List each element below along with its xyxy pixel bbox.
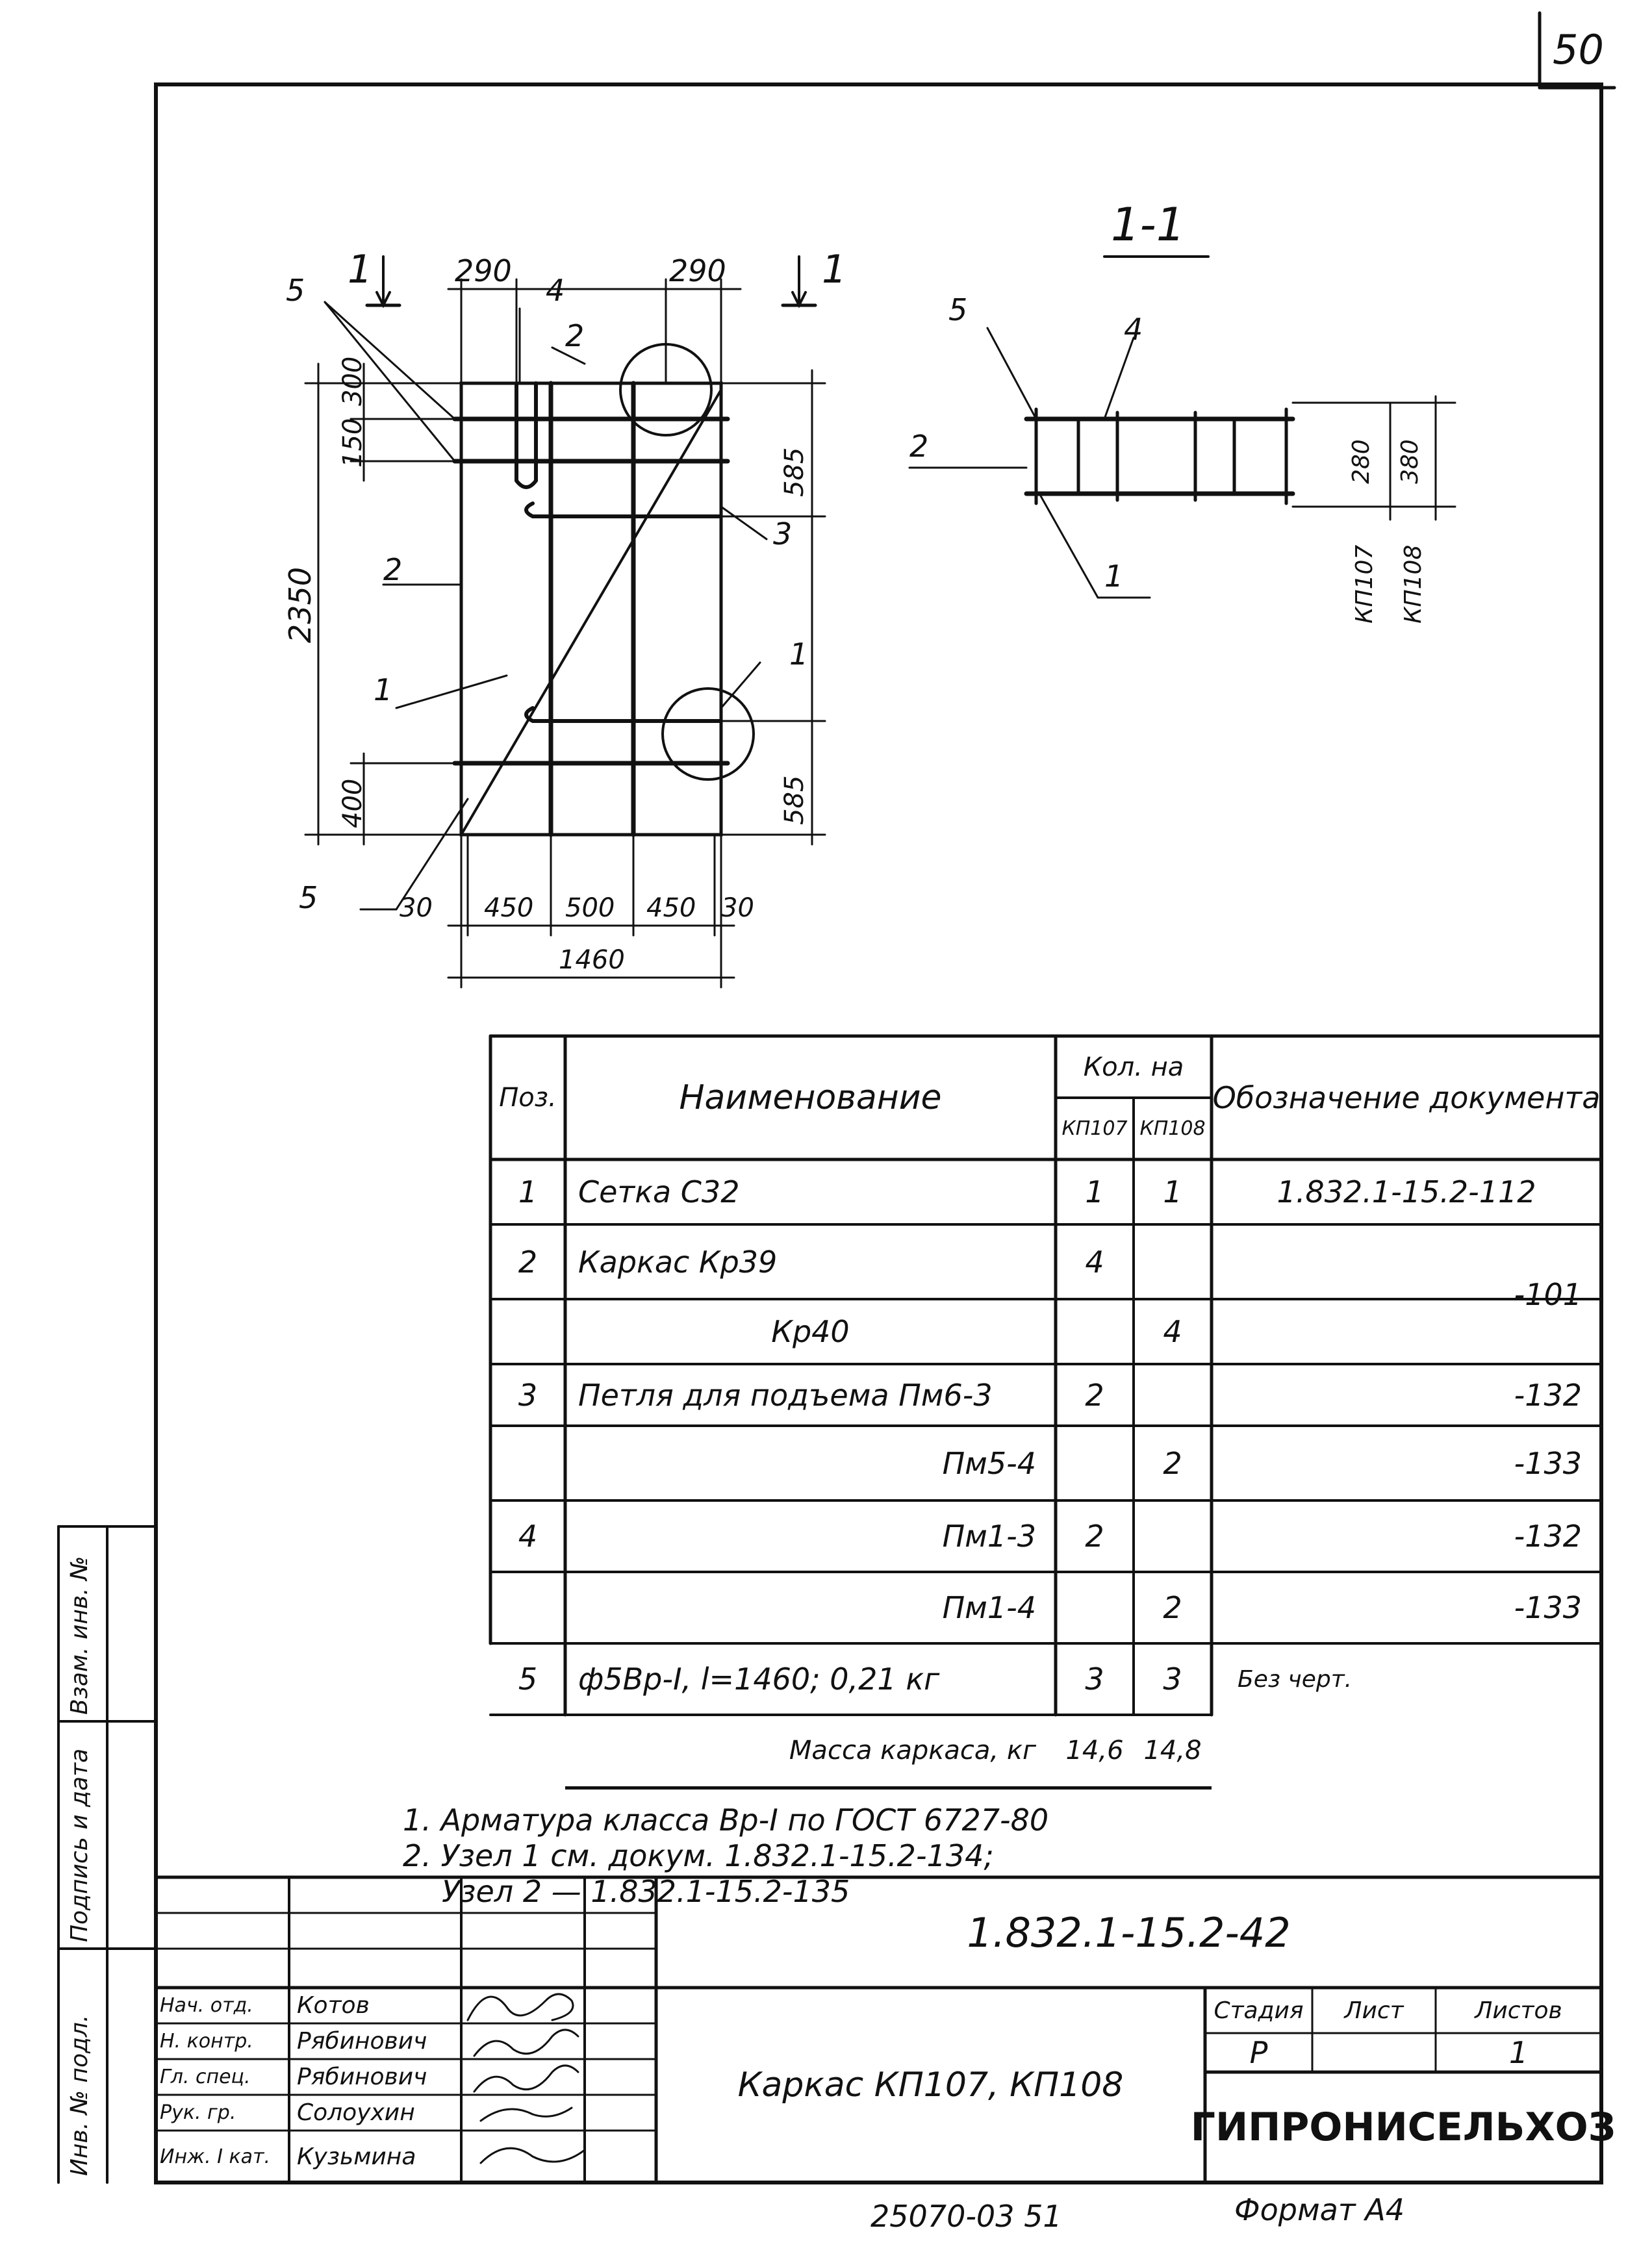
plan-callout-2b: 2 [383,552,403,587]
signer-3-name: Рябинович [297,2064,427,2090]
side-stamp-replace: Взам. инв. № [66,1556,93,1715]
spec-row-3-name: Кр40 [771,1314,850,1349]
note-3: Узел 2 — 1.832.1-15.2-135 [442,1874,850,1909]
spec-header-qty-kp107: КП107 [1061,1117,1128,1140]
spec-row-3-kp107 [1056,1299,1134,1364]
plan-callout-5a: 5 [286,273,305,308]
section-callout-5: 5 [948,292,968,327]
spec-row-7-kp107 [1056,1572,1134,1643]
format-label: Формат А4 [1234,2192,1404,2227]
sheet-label: Лист [1344,1997,1404,2024]
doc-code: 1.832.1-15.2-42 [967,1908,1291,1956]
spec-row-8-kp107: 3 [1085,1662,1104,1697]
side-stamp-inv: Инв. № подл. [66,2014,93,2176]
spec-row-2-pos: 2 [518,1244,538,1280]
section-mark-kp107: КП107 [1351,544,1378,624]
spec-row-1-kp107: 1 [1085,1174,1104,1209]
spec-row-5-pos [490,1426,565,1500]
spec-row-7-name: Пм1-4 [942,1590,1036,1625]
section-mark-kp108: КП108 [1400,544,1427,624]
page-number: 50 [1553,26,1604,73]
signer-3-role: Гл. спец. [160,2066,251,2088]
spec-row-4-name: Петля для подъема Пм6-3 [578,1377,993,1413]
spec-row-2-kp108 [1134,1224,1212,1299]
spec-row-4-doc: -132 [1514,1377,1582,1413]
note-1: 1. Арматура класса Вр-I по ГОСТ 6727-80 [403,1803,1049,1838]
plan-callout-1b: 1 [789,637,809,672]
signer-1-name: Котов [297,1992,370,2019]
plan-dim-bottom-450b: 450 [646,893,696,923]
cut-mark-left: 1 [348,247,373,292]
plan-callout-4: 4 [546,273,565,308]
plan-dim-right-bottom: 585 [780,775,809,825]
signatures [468,1994,585,2163]
plan-dim-left-400: 400 [338,778,368,828]
spec-row-6-kp108 [1134,1500,1212,1572]
spec-row-6-name: Пм1-3 [942,1519,1036,1554]
spec-row-6-pos: 4 [518,1519,538,1554]
spec-row-1-doc: 1.832.1-15.2-112 [1277,1174,1536,1209]
spec-row-6-doc: -132 [1514,1519,1582,1554]
stage-label: Стадия [1214,1997,1304,2024]
spec-row-8-pos: 5 [518,1662,538,1697]
spec-header-pos: Поз. [499,1083,557,1113]
plan-callout-2a: 2 [565,318,585,353]
sheets-label: Листов [1475,1997,1562,2024]
plan-dim-top-left: 290 [455,253,512,288]
section-label: 1-1 [1111,198,1186,251]
spec-row-7-kp108: 2 [1163,1590,1182,1625]
spec-row-3-kp108: 4 [1163,1314,1182,1349]
spec-row-5-kp107 [1056,1426,1134,1500]
note-2: 2. Узел 1 см. докум. 1.832.1-15.2-134; [403,1838,994,1873]
signer-4-role: Рук. гр. [160,2101,236,2124]
sheets-value: 1 [1508,2035,1529,2070]
spec-row-2-kp107: 4 [1085,1244,1104,1280]
plan-dim-left-150: 150 [338,418,368,468]
spec-row-4-kp107: 2 [1085,1377,1104,1413]
drawing-title: Каркас КП107, КП108 [737,2066,1124,2105]
spec-header-qty-kp108: КП108 [1139,1117,1206,1140]
plan-dim-top-right: 290 [669,253,726,288]
spec-header-name: Наименование [679,1078,942,1117]
plan-dim-bottom-30b: 30 [721,893,754,923]
spec-row-8-kp108: 3 [1163,1662,1182,1697]
plan-callout-3: 3 [773,516,793,551]
spec-row-4-pos: 3 [518,1377,538,1413]
spec-header-qty: Кол. на [1083,1052,1184,1082]
signer-2-name: Рябинович [297,2028,427,2055]
spec-header-doc: Обозначение документа [1212,1080,1601,1115]
plan-dim-bottom-500: 500 [565,893,615,923]
plan-dim-bottom-450a: 450 [484,893,534,923]
side-stamp-sign: Подпись и дата [66,1748,93,1942]
section-callout-2: 2 [909,429,929,464]
bottom-code: 25070-03 51 [870,2199,1062,2234]
section-dim-280: 280 [1348,439,1375,484]
plan-view [305,257,825,987]
spec-mass-kp107: 14,6 [1065,1736,1124,1765]
stage-value: Р [1249,2035,1268,2070]
plan-dim-right-top: 585 [780,447,809,497]
section-callout-4: 4 [1124,312,1143,347]
signer-5-role: Инж. I кат. [160,2145,271,2168]
plan-callout-1a: 1 [374,672,393,707]
spec-row-6-kp107: 2 [1085,1519,1104,1554]
spec-row-4-kp108 [1134,1364,1212,1426]
spec-row-8-doc: Без черт. [1238,1665,1353,1693]
spec-row-3-pos [490,1299,565,1364]
signer-5-name: Кузьмина [297,2143,416,2170]
section-callout-1: 1 [1104,559,1124,594]
plan-dim-left-300: 300 [338,356,368,406]
spec-row-5-doc: -133 [1514,1445,1582,1481]
spec-row-5-kp108: 2 [1163,1445,1182,1481]
spec-row-7-pos [490,1572,565,1643]
spec-row-1-name: Сетка С32 [578,1174,740,1209]
spec-row-1-kp108: 1 [1163,1174,1182,1209]
spec-row-2-name: Каркас Кр39 [578,1244,778,1280]
signer-1-role: Нач. отд. [160,1994,253,2017]
spec-row-1-pos: 1 [518,1174,538,1209]
plan-callout-5b: 5 [299,880,318,915]
spec-row-5-name: Пм5-4 [942,1445,1036,1481]
signer-2-role: Н. контр. [160,2030,253,2053]
section-dim-380: 380 [1397,439,1423,484]
plan-dim-left-2350: 2350 [283,566,318,643]
organization-name: ГИПРОНИСЕЛЬХОЗ [1190,2105,1616,2150]
plan-total-width: 1460 [559,945,625,975]
spec-row-3-doc: -101 [1514,1276,1582,1312]
spec-bottom-line [565,1786,1212,1790]
spec-row-7-doc: -133 [1514,1590,1582,1625]
spec-mass-kp108: 14,8 [1143,1736,1202,1765]
plan-dim-bottom-30a: 30 [400,893,433,923]
cut-mark-right: 1 [822,247,847,292]
spec-row-8-name: ф5Вр-I, l=1460; 0,21 кг [578,1662,940,1697]
signer-4-name: Солоухин [297,2099,415,2126]
spec-mass-label: Масса каркаса, кг [789,1736,1036,1765]
